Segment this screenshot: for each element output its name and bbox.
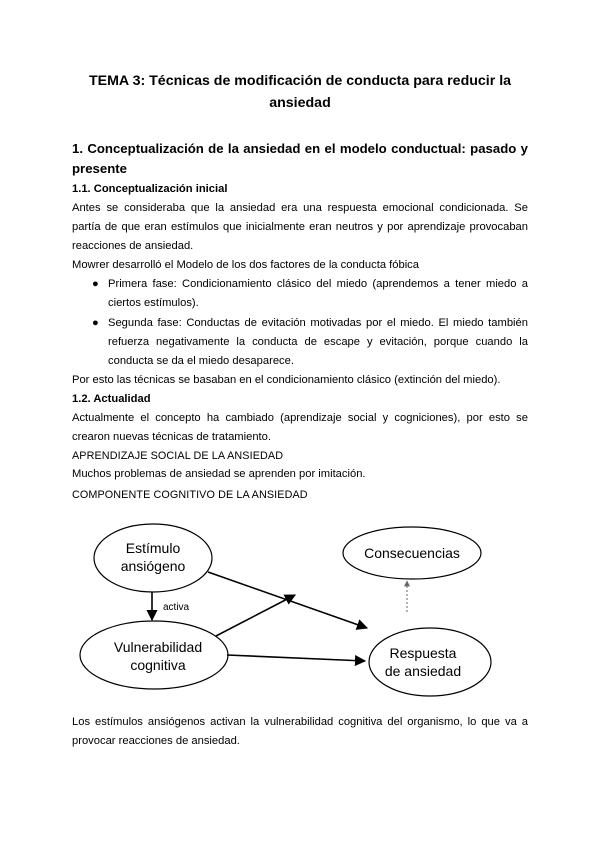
paragraph-closing: Los estímulos ansiógenos activan la vulnerabilidad cognitiva del organismo, lo que va a provocar reacciones de ansiedad.: [72, 716, 528, 747]
bullet-text-second-phase: Segunda fase: Conductas de evitación motivadas por el miedo. El miedo también refuerza negativamente la conducta de escape y evitación, porque cuando la conducta se da el miedo desaparece.: [108, 317, 528, 367]
subsection-1-2-heading: 1.2. Actualidad: [72, 393, 151, 405]
bullet-icon: ●: [92, 317, 99, 329]
list-item: [92, 275, 528, 313]
paragraph-conditioned-response: Antes se consideraba que la ansiedad era una respuesta emocional condicionada. Se partía de que eran estímulos que inicialmente eran neutros y por aprendizaje provocaban reacciones de ansiedad.: [72, 202, 528, 252]
label-social-learning: APRENDIZAJE SOCIAL DE LA ANSIEDAD: [72, 450, 284, 462]
node-estimulo-line1: Estímulo: [125, 540, 181, 556]
node-respuesta-line1: Respuesta: [389, 645, 457, 661]
paragraph-classical-conditioning: Por esto las técnicas se basaban en el condicionamiento clásico (extinción del miedo).: [72, 374, 501, 386]
section-1-heading: 1. Conceptualización de la ansiedad en el modelo conductual: pasado y presente: [72, 141, 528, 176]
bullet-text-first-phase: Primera fase: Condicionamiento clásico del miedo (aprendemos a tener miedo a ciertos estímulos).: [108, 278, 528, 309]
paragraph-current-concept: Actualmente el concepto ha cambiado (aprendizaje social y cogniciones), por esto se crearon nuevas técnicas de tratamiento.: [72, 412, 528, 443]
node-respuesta-line2: de ansiedad: [384, 663, 462, 679]
node-respuesta: [369, 628, 491, 696]
edge-label-activa: activa: [163, 602, 190, 613]
label-cognitive-component: COMPONENTE COGNITIVO DE LA ANSIEDAD: [72, 489, 308, 501]
edge-vulnerabilidad-respuesta: [227, 655, 365, 661]
node-vulnerabilidad-line2: cognitiva: [130, 657, 186, 673]
node-consecuencias-label: Consecuencias: [364, 545, 460, 561]
document-title: TEMA 3: Técnicas de modificación de conducta para reducir la ansiedad: [88, 73, 512, 111]
subsection-1-1-heading: 1.1. Conceptualización inicial: [72, 183, 228, 195]
node-vulnerabilidad-line1: Vulnerabilidad: [113, 639, 203, 655]
paragraph-imitation: Muchos problemas de ansiedad se aprenden por imitación.: [72, 468, 366, 480]
edge-estimulo-respuesta: [208, 572, 367, 628]
node-vulnerabilidad: [80, 621, 228, 689]
paragraph-mowrer-model: Mowrer desarrolló el Modelo de los dos factores de la conducta fóbica: [72, 259, 419, 271]
bullet-icon: ●: [92, 278, 99, 290]
list-item: [92, 314, 528, 371]
node-estimulo-line2: ansiógeno: [120, 558, 186, 574]
anxiety-model-diagram: [60, 515, 540, 705]
edge-vulnerabilidad-link: [216, 595, 295, 636]
